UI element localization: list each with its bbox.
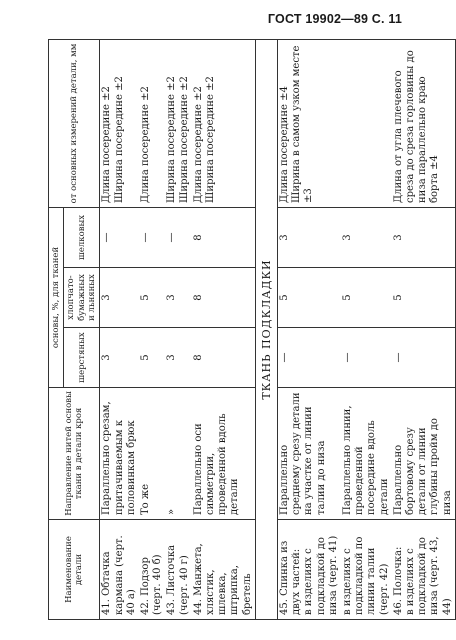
cell-deviation: Длина посередине ±2 <box>139 39 165 207</box>
cell-direction: Параллельно бортовому срезу детали от линии глубины пройм до низа <box>392 388 455 520</box>
col-header-name: Наименование детали <box>49 520 100 620</box>
cell-wool: — <box>392 328 455 388</box>
cell-cotton: 5 <box>392 268 455 328</box>
cell-wool: 3 <box>165 328 191 388</box>
cell-silk: — <box>100 207 139 267</box>
cell-name: 43. Листочка (черт. 40 г) <box>165 520 191 620</box>
cell-cotton: 5 <box>139 268 165 328</box>
rotated-table-container <box>48 40 453 620</box>
table-row <box>192 39 255 619</box>
cell-silk: 3 <box>278 207 341 267</box>
cell-wool: — <box>278 328 341 388</box>
cell-cotton: 5 <box>341 268 392 328</box>
cell-deviation: Длина от угла плечевого среза до среза горловины до низа параллельно краю борта ±4 <box>392 39 455 207</box>
cell-direction: » <box>165 388 191 520</box>
table-row <box>139 39 165 619</box>
section-title: ТКАНЬ ПОДКЛАДКИ <box>255 39 277 619</box>
cell-direction: То же <box>139 388 165 520</box>
cell-name: 45. Спинка из двух частей: в изделиях с подкладкой до низа (черт. 41) <box>278 520 341 620</box>
cell-deviation: Длина посередине ±2 Ширина посередине ±2 <box>100 39 139 207</box>
cell-cotton: 8 <box>192 268 255 328</box>
table-row <box>278 39 341 619</box>
cell-name: 41. Обтачка кармана (черт. 40 а) <box>100 520 139 620</box>
cell-direction: Параллельно линии, проведенной посередине вдоль детали <box>341 388 392 520</box>
cell-wool: 8 <box>192 328 255 388</box>
section-row <box>255 39 277 619</box>
cell-wool: 5 <box>139 328 165 388</box>
cell-direction: Параллельно оси симметрии, проведенной вдоль детали <box>192 388 255 520</box>
col-header-wool: шерстяных <box>64 328 100 388</box>
cell-cotton: 3 <box>100 268 139 328</box>
col-header-group: основы, %, для тканей <box>49 207 64 387</box>
cell-wool: — <box>341 328 392 388</box>
table-row <box>100 39 139 619</box>
cell-direction: Параллельно среднему срезу детали на участке от линии талии до низа <box>278 388 341 520</box>
cell-silk: 3 <box>341 207 392 267</box>
table-body-lining <box>278 39 456 619</box>
col-header-silk: шелковых <box>64 207 100 267</box>
table-body-main <box>100 39 255 619</box>
cell-cotton: 3 <box>165 268 191 328</box>
cell-silk: — <box>139 207 165 267</box>
cell-name: в изделиях с подкладкой по линии талии (черт. 42) <box>341 520 392 620</box>
cell-direction: Параллельно срезам, притачиваемым к половинкам брюк <box>100 388 139 520</box>
table-row <box>341 39 392 619</box>
spec-table <box>48 39 456 620</box>
cell-name: 44. Манжета, хлястик, шлевка, штрипка, бретель <box>192 520 255 620</box>
col-header-deviation: от основных измерений детали, мм <box>49 39 100 207</box>
cell-deviation: Длина посередине ±2 Ширина посередине ±2 <box>192 39 255 207</box>
page-header: ГОСТ 19902—89 С. 11 <box>267 12 402 26</box>
cell-cotton: 5 <box>278 268 341 328</box>
table-row <box>392 39 455 619</box>
cell-silk: 8 <box>192 207 255 267</box>
col-header-direction: Направление нитей основы ткани в детали кроя <box>49 388 100 520</box>
cell-deviation: Длина посередине ±4 Ширина в самом узком месте ±3 <box>278 39 341 207</box>
cell-name: 42. Подзор (черт. 40 б) <box>139 520 165 620</box>
cell-deviation <box>341 39 392 207</box>
cell-deviation: Ширина посередине ±2 Ширина посередине ±2 <box>165 39 191 207</box>
col-header-cotton: хлопчато-бумажных и льняных <box>64 268 100 328</box>
cell-silk: — <box>165 207 191 267</box>
cell-wool: 3 <box>100 328 139 388</box>
cell-name: 46. Полочка: в изделиях с подкладкой до низа (черт. 43, 44) <box>392 520 455 620</box>
cell-silk: 3 <box>392 207 455 267</box>
table-row <box>165 39 191 619</box>
